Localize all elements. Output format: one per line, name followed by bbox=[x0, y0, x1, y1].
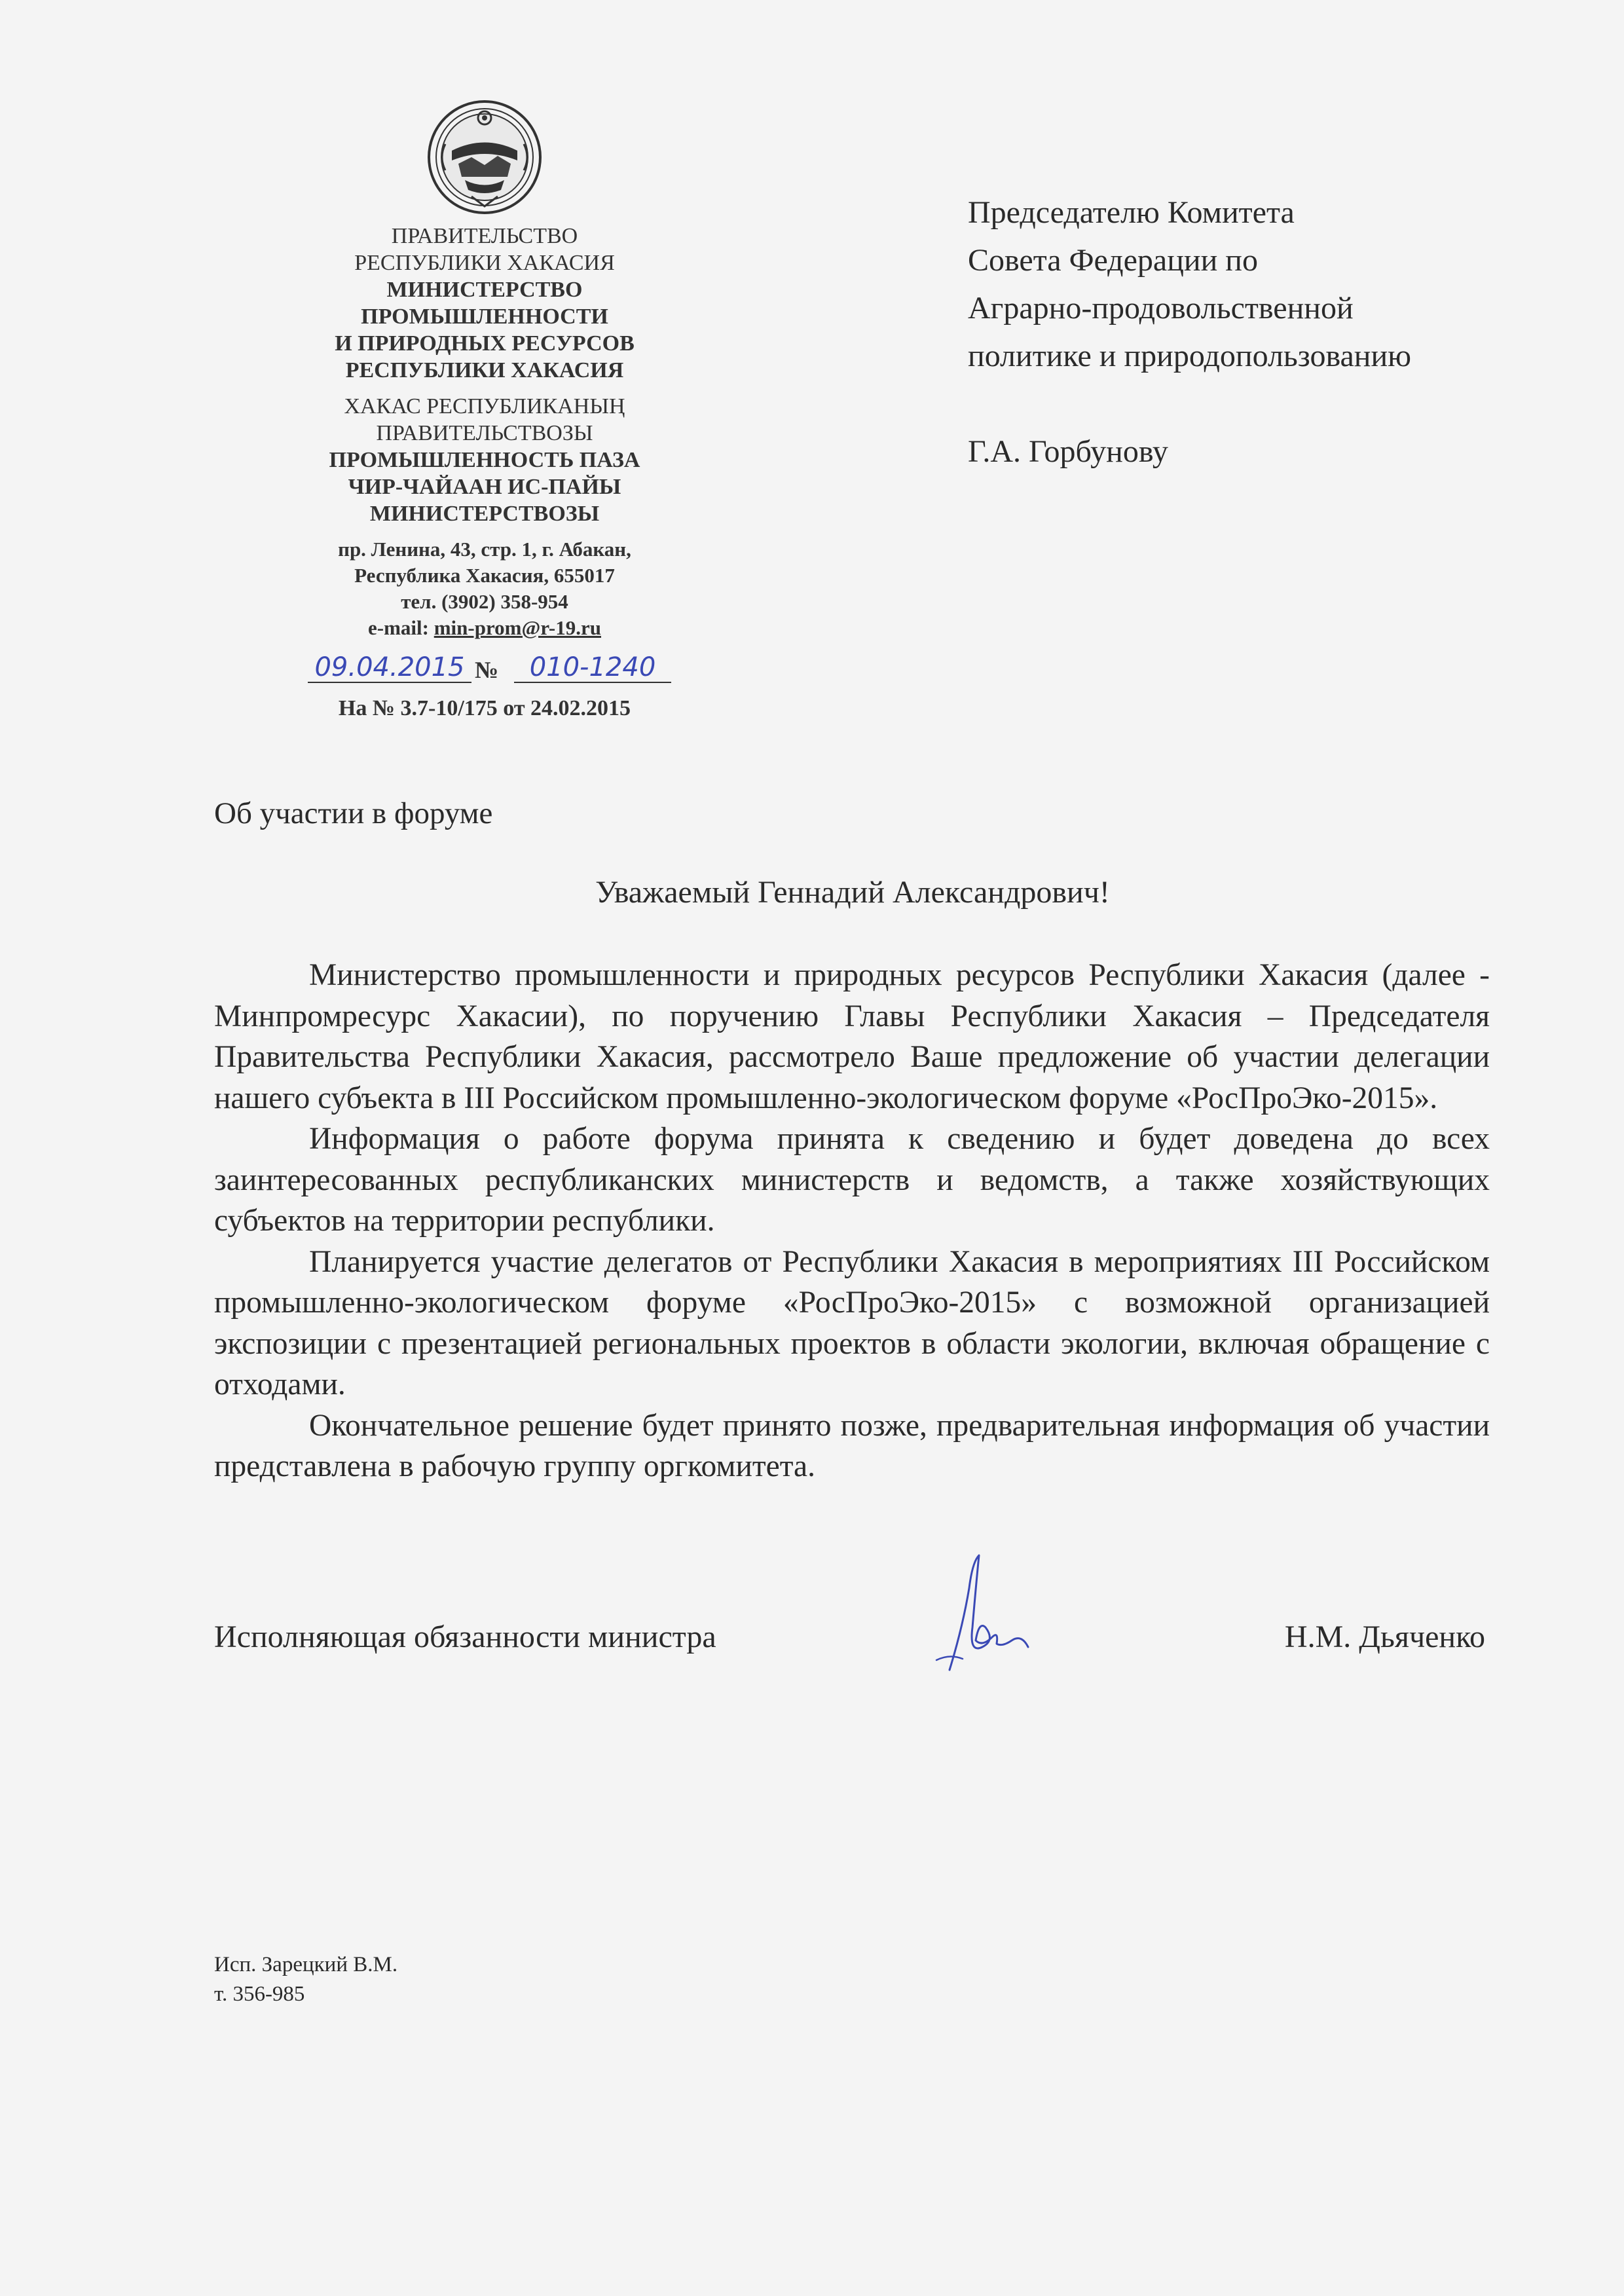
letterhead-line-8: ПРАВИТЕЛЬСТВОЗЫ bbox=[376, 421, 593, 445]
letterhead bbox=[282, 98, 688, 722]
registration-row bbox=[282, 653, 688, 684]
letterhead-line-3: МИНИСТЕРСТВО bbox=[386, 278, 583, 302]
addressee-line-4: политике и природопользованию bbox=[968, 339, 1412, 373]
letter-body bbox=[214, 955, 1490, 1487]
letterhead-line-9: ПРОМЫШЛЕННОСТЬ ПАЗА bbox=[329, 448, 640, 472]
body-paragraph-1: Министерство промышленности и природных ресурсов Республики Хакасия (далее - Минпромресурс Хакасии), по поручению Главы Республики Хакасия – Председателя Правительства Республики Хакасия, рассмотрело Ваше предложение об участии делегации нашего субъекта в III Российском промышленно-экологическом форуме «РосПроЭко-2015». bbox=[214, 958, 1490, 1115]
letterhead-email-row bbox=[282, 615, 688, 641]
salutation: Уважаемый Геннадий Александрович! bbox=[595, 875, 1110, 910]
letterhead-line-10: ЧИР-ЧАЙААН ИС-ПАЙЫ bbox=[348, 475, 621, 499]
addressee-line-1: Председателю Комитета bbox=[968, 195, 1295, 230]
addressee-block bbox=[968, 189, 1557, 475]
signatory-title: Исполняющая обязанности министра bbox=[214, 1620, 716, 1654]
body-paragraph-4: Окончательное решение будет принято позже, предварительная информация об участии представлена в рабочую группу оргкомитета. bbox=[214, 1408, 1490, 1483]
coat-of-arms-icon bbox=[426, 98, 544, 216]
signatory-name: Н.М. Дьяченко bbox=[1284, 1620, 1485, 1654]
email-link[interactable]: min-prom@r-19.ru bbox=[434, 616, 601, 639]
executor-phone: т. 356-985 bbox=[214, 1982, 305, 2006]
body-paragraph-2: Информация о работе форума принята к сведению и будет доведена до всех заинтересованных республиканских министерств и ведомств, а также хозяйствующих субъектов на территории республики. bbox=[214, 1122, 1490, 1238]
letterhead-address-line-1: пр. Ленина, 43, стр. 1, г. Абакан, bbox=[338, 538, 631, 561]
letterhead-line-5: И ПРИРОДНЫХ РЕСУРСОВ bbox=[335, 331, 635, 356]
letterhead-line-1: ПРАВИТЕЛЬСТВО bbox=[391, 224, 578, 248]
addressee-line-2: Совета Федерации по bbox=[968, 243, 1258, 278]
addressee-name: Г.А. Горбунову bbox=[968, 434, 1168, 469]
body-paragraph-3: Планируется участие делегатов от Республики Хакасия в мероприятиях III Российском промышленно-экологическом форуме «РосПроЭко-2015» с возможной организацией экспозиции с презентацией региональных проектов в области экологии, включая обращение с отходами. bbox=[214, 1244, 1490, 1401]
letterhead-phone: тел. (3902) 358-954 bbox=[401, 590, 568, 613]
subject-line: Об участии в форуме bbox=[214, 796, 493, 830]
registration-date: 09.04.2015 bbox=[308, 653, 471, 683]
letterhead-line-6: РЕСПУБЛИКИ ХАКАСИЯ bbox=[345, 358, 624, 382]
letterhead-line-11: МИНИСТЕРСТВОЗЫ bbox=[369, 502, 600, 526]
handwritten-signature-icon bbox=[923, 1549, 1041, 1680]
executor-footer bbox=[214, 1950, 397, 2009]
number-sign: № bbox=[475, 657, 499, 683]
registration-number: 010-1240 bbox=[514, 653, 671, 683]
letterhead-line-2: РЕСПУБЛИКИ ХАКАСИЯ bbox=[354, 251, 615, 275]
letterhead-line-7: ХАКАС РЕСПУБЛИКАНЫҢ bbox=[344, 394, 625, 418]
email-label: e-mail: bbox=[368, 616, 434, 639]
letterhead-address-line-2: Республика Хакасия, 655017 bbox=[354, 564, 615, 587]
addressee-line-3: Аграрно-продовольственной bbox=[968, 291, 1354, 325]
letterhead-line-4: ПРОМЫШЛЕННОСТИ bbox=[361, 305, 608, 329]
reference-line: На № 3.7-10/175 от 24.02.2015 bbox=[338, 696, 631, 720]
executor-name: Исп. Зарецкий В.М. bbox=[214, 1953, 398, 1976]
